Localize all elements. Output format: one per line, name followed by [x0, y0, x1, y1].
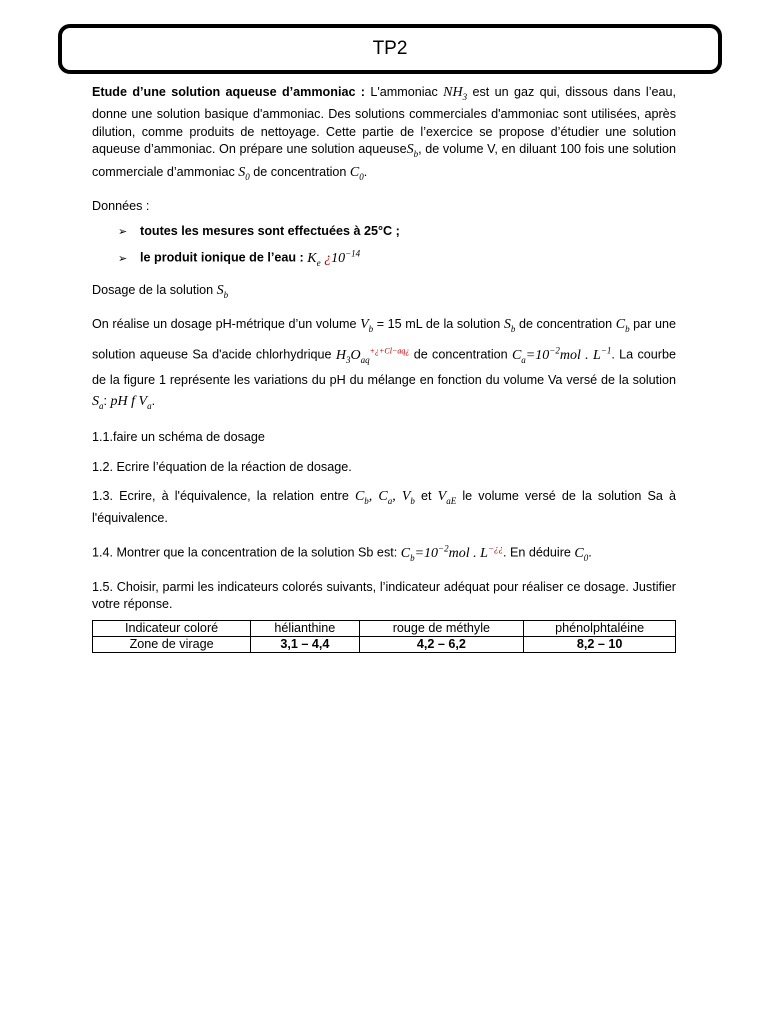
question-1-5: 1.5. Choisir, parmi les indicateurs colorés suivants, l’indicateur adéquat pour réaliser ce dosage. Justifier votre réponse. — [92, 579, 676, 612]
table-header-cell: Indicateur coloré — [93, 620, 251, 636]
dosage-title: Dosage de la solution $S_b$ — [92, 282, 229, 300]
table-cell: 3,1 – 4,4 — [251, 636, 359, 652]
title-box — [58, 24, 722, 74]
question-1-3: 1.3. Ecrire, à l'équivalence, la relation entre $C_b$, $C_a$, $V_b$ et $V_{aE}$ le volume versé de la solution Sa à l'équivalence. — [92, 489, 676, 526]
table-header-cell: rouge de méthyle — [359, 620, 524, 636]
formula-ca: $C_a=10^{-2}mol$ . $L^{-1}$ — [511, 344, 612, 365]
symbol-sb: $S_b$ — [503, 317, 516, 334]
question-1-1: 1.1.faire un schéma de dosage — [92, 430, 265, 445]
symbol-c0: $C_0$ — [574, 545, 589, 563]
intro-lead: Etude d’une solution aqueuse d’ammoniac : — [92, 85, 371, 99]
table-row — [93, 636, 676, 652]
table-header-row — [93, 620, 676, 636]
donnees-list — [92, 223, 676, 271]
symbol-cb: $C_b$ — [615, 317, 630, 334]
formula-nh3: $NH_3$ — [443, 85, 468, 102]
document-body — [92, 84, 676, 653]
page-title: TP2 — [372, 38, 408, 59]
table-cell: 8,2 – 10 — [524, 636, 676, 652]
formula-cb: $C_b=10^{-2}mol$ . L−¿¿ — [400, 542, 503, 563]
symbol-sa: $S_a$ — [92, 394, 104, 412]
symbol-sb: $S_b$ — [406, 142, 419, 160]
formula-vars: $C_b$, $C_a$, $V_b$ — [354, 489, 415, 506]
formula-hcl: $H_3O_{aq}^{+¿+Cl-aq¿}$ — [335, 345, 410, 365]
intro-paragraph: Etude d’une solution aqueuse d’ammoniac : L'ammoniac $NH_3$ est un gaz qui, dissous dans l’eau, donne une solution basique d'ammoniac. Des solutions commerciales d'ammoniac sont utilisées, après dilution, comme produits de nettoyage. Cette partie de l’exercice se propose d’étudier une solution aqueuse d’ammoniac. On prépare une solution aqueuseS$_b$, de volume V, en diluant 100 fois une solution commerciale d’ammoniac $S_0$ de concentration $C_0$. — [92, 85, 677, 182]
formula-phf: pH f $V_a$ — [110, 394, 152, 412]
question-1-2: 1.2. Ecrire l’équation de la réaction de dosage. — [92, 459, 352, 474]
donnees-title: Données : — [92, 198, 150, 213]
indicator-table — [92, 620, 676, 653]
symbol-s0: $S_0$ — [238, 164, 250, 182]
symbol-vb: $V_b$ — [360, 317, 374, 334]
symbol-vae: $V_{aE}$ — [437, 489, 457, 506]
dosage-paragraph: On réalise un dosage pH-métrique d’un volume $V_b = 15$ mL de la solution $S_b$ de concentration $C_b$ par une solution aqueuse Sa d'acide chlorhydrique $H_3O_{aq}^{+¿+Cl-aq¿}$ de concentration $C_a=10^{-2}mol$ . $L^{-1}$. La courbe de la figure 1 représente les variations du pH du mélange en fonction du volume Va versé de la solution $S_a$: pH f $V_a$. — [92, 317, 676, 412]
table-header-cell: hélianthine — [251, 620, 359, 636]
table-cell: 4,2 – 6,2 — [359, 636, 524, 652]
formula-ke: $K_e$ ¿$10^{-14}$ — [307, 247, 361, 268]
table-cell: Zone de virage — [93, 636, 251, 652]
list-item: ➢ le produit ionique de l’eau : $K_e$ ¿$10^{-14}$ — [118, 245, 676, 272]
table-header-cell: phénolphtaléine — [524, 620, 676, 636]
list-item: ➢ toutes les mesures sont effectuées à 25°C ; — [118, 223, 676, 242]
question-1-4: 1.4. Montrer que la concentration de la solution Sb est: $C_b=10^{-2}mol$ . L−¿¿. En déduire $C_0$. — [92, 542, 592, 563]
symbol-c0: $C_0$ — [349, 164, 364, 182]
